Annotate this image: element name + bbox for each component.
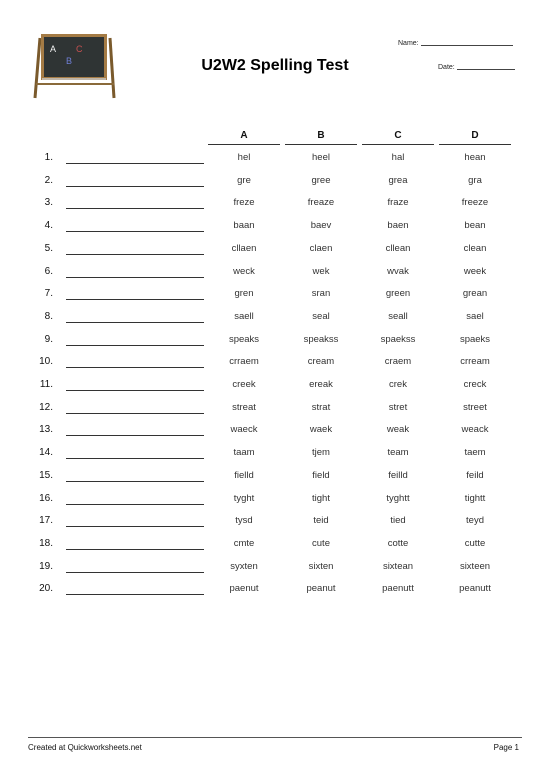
choice-d[interactable]: gra	[468, 174, 482, 186]
page-number: Page 1	[493, 743, 519, 752]
choice-d[interactable]: bean	[464, 220, 486, 232]
choice-d[interactable]: grean	[462, 288, 488, 300]
choice-d[interactable]: cutte	[464, 537, 486, 549]
choice-b[interactable]: strat	[311, 401, 331, 413]
answer-line[interactable]	[66, 549, 204, 550]
choice-c[interactable]: spaekss	[380, 333, 416, 345]
answer-line[interactable]	[66, 504, 204, 505]
choice-a[interactable]: hel	[237, 152, 251, 163]
choice-b[interactable]: tjem	[312, 447, 330, 459]
choice-b[interactable]: wek	[312, 265, 330, 277]
question-number: 8.	[44, 310, 53, 322]
question-number: 17.	[39, 515, 53, 527]
question-number: 19.	[39, 560, 53, 572]
choice-b[interactable]: waek	[309, 424, 333, 436]
choice-b[interactable]: heel	[312, 152, 330, 163]
choice-a[interactable]: taam	[233, 447, 255, 459]
answer-line[interactable]	[66, 390, 204, 391]
choice-c[interactable]: baen	[387, 220, 409, 232]
choice-b[interactable]: cream	[307, 356, 335, 368]
question-row	[0, 379, 548, 401]
choice-a[interactable]: streat	[232, 401, 256, 413]
question-number: 7.	[44, 288, 53, 300]
question-number: 9.	[44, 333, 53, 345]
choice-b[interactable]: gree	[311, 174, 331, 186]
board-letter-a: A	[50, 44, 57, 54]
answer-line[interactable]	[66, 186, 204, 187]
choice-b[interactable]: freaze	[307, 197, 335, 209]
answer-line[interactable]	[66, 231, 204, 232]
choice-a[interactable]: cmte	[233, 537, 255, 549]
answer-line[interactable]	[66, 367, 204, 368]
choice-b[interactable]: ereak	[309, 379, 333, 390]
choice-b[interactable]: cute	[312, 537, 330, 549]
question-number: 14.	[39, 447, 53, 459]
choice-d[interactable]: tightt	[464, 492, 486, 504]
name-line[interactable]	[421, 39, 513, 46]
choice-b[interactable]: speakss	[303, 333, 339, 345]
question-number: 13.	[39, 424, 53, 436]
choice-a[interactable]: syxten	[230, 560, 258, 572]
choice-c[interactable]: fraze	[387, 197, 409, 209]
choice-a[interactable]: freze	[233, 197, 255, 209]
answer-line[interactable]	[66, 413, 204, 414]
choice-a[interactable]: waeck	[230, 424, 258, 436]
question-row	[0, 583, 548, 605]
answer-line[interactable]	[66, 345, 204, 346]
question-row	[0, 311, 548, 333]
choice-b[interactable]: peanut	[306, 583, 336, 595]
question-row	[0, 220, 548, 242]
choice-b[interactable]: claen	[309, 242, 333, 254]
choice-d[interactable]: hean	[464, 152, 486, 163]
choice-d[interactable]: spaeks	[459, 333, 491, 345]
question-number: 4.	[44, 220, 53, 232]
choice-a[interactable]: speaks	[228, 333, 260, 345]
question-number: 11.	[39, 379, 53, 390]
choice-c[interactable]: sixtean	[382, 560, 414, 572]
board-letter-c: C	[76, 44, 83, 54]
question-number: 6.	[44, 265, 53, 277]
choice-a[interactable]: tysd	[235, 515, 253, 527]
answer-line[interactable]	[66, 435, 204, 436]
choice-d[interactable]: freeze	[461, 197, 489, 209]
choice-d[interactable]: weack	[461, 424, 489, 436]
answer-line[interactable]	[66, 481, 204, 482]
answer-line[interactable]	[66, 458, 204, 459]
question-row	[0, 356, 548, 378]
question-number: 5.	[44, 242, 53, 254]
choice-d[interactable]: crream	[460, 356, 490, 368]
choice-a[interactable]: creek	[232, 379, 256, 390]
choice-a[interactable]: cllaen	[231, 242, 257, 254]
choice-c[interactable]: cotte	[387, 537, 409, 549]
choice-a[interactable]: gre	[237, 174, 251, 186]
choice-c[interactable]: green	[385, 288, 411, 300]
question-row	[0, 561, 548, 583]
question-number: 15.	[39, 469, 53, 481]
answer-line[interactable]	[66, 322, 204, 323]
choice-c[interactable]: crek	[389, 379, 407, 390]
question-number: 3.	[44, 197, 53, 209]
question-number: 2.	[44, 174, 53, 186]
choice-c[interactable]: tyghtt	[386, 492, 410, 504]
choice-a[interactable]: gren	[234, 288, 254, 300]
question-row	[0, 538, 548, 560]
column-header-c: C	[362, 130, 434, 145]
question-row	[0, 266, 548, 288]
answer-line[interactable]	[66, 208, 204, 209]
answer-line[interactable]	[66, 163, 204, 164]
choice-c[interactable]: cllean	[385, 242, 411, 254]
column-header-b: B	[285, 130, 357, 145]
question-row	[0, 470, 548, 492]
date-line[interactable]	[457, 63, 515, 70]
name-field[interactable]	[398, 39, 513, 47]
choice-c[interactable]: craem	[384, 356, 412, 368]
choice-a[interactable]: paenut	[229, 583, 259, 595]
answer-line[interactable]	[66, 277, 204, 278]
answer-line[interactable]	[66, 299, 204, 300]
choice-b[interactable]: sixten	[308, 560, 334, 572]
question-row	[0, 447, 548, 469]
question-number: 10.	[39, 356, 53, 368]
choice-a[interactable]: crraem	[229, 356, 259, 368]
choice-c[interactable]: tied	[390, 515, 406, 527]
choice-b[interactable]: sran	[311, 288, 331, 300]
question-number: 1.	[44, 152, 53, 163]
question-number: 16.	[39, 492, 53, 504]
choice-d[interactable]: street	[463, 401, 487, 413]
choice-a[interactable]: baan	[233, 220, 255, 232]
question-number: 20.	[39, 583, 53, 595]
choice-d[interactable]: clean	[463, 242, 487, 254]
chalkboard-illustration	[32, 30, 116, 100]
answer-line[interactable]	[66, 594, 204, 595]
choice-d[interactable]: teyd	[466, 515, 484, 527]
choice-b[interactable]: tight	[312, 492, 330, 504]
date-label: Date:	[438, 64, 455, 71]
choice-c[interactable]: paenutt	[382, 583, 414, 595]
choice-a[interactable]: saell	[234, 310, 254, 322]
question-row	[0, 152, 548, 174]
question-row	[0, 493, 548, 515]
question-row	[0, 197, 548, 219]
choice-d[interactable]: feild	[466, 469, 484, 481]
answer-line[interactable]	[66, 526, 204, 527]
question-row	[0, 175, 548, 197]
column-header-d: D	[439, 130, 511, 145]
choice-a[interactable]: weck	[233, 265, 255, 277]
choice-b[interactable]: seal	[312, 310, 330, 322]
choice-a[interactable]: tyght	[233, 492, 255, 504]
choice-d[interactable]: taem	[464, 447, 486, 459]
column-header-a: A	[208, 130, 280, 145]
footer-credit: Created at Quickworksheets.net	[28, 743, 142, 752]
question-number: 12.	[39, 401, 53, 413]
answer-line[interactable]	[66, 254, 204, 255]
choice-c[interactable]: grea	[388, 174, 408, 186]
question-row	[0, 402, 548, 424]
choice-d[interactable]: sael	[466, 310, 484, 322]
question-row	[0, 243, 548, 265]
choice-d[interactable]: sixteen	[459, 560, 491, 572]
choice-c[interactable]: weak	[386, 424, 410, 436]
question-row	[0, 515, 548, 537]
question-row	[0, 334, 548, 356]
page-title: U2W2 Spelling Test	[201, 57, 349, 74]
question-row	[0, 288, 548, 310]
choice-b[interactable]: teid	[313, 515, 329, 527]
choice-d[interactable]: week	[463, 265, 487, 277]
choice-b[interactable]: field	[312, 469, 330, 481]
choice-d[interactable]: peanutt	[459, 583, 491, 595]
answer-line[interactable]	[66, 572, 204, 573]
choice-c[interactable]: wvak	[387, 265, 409, 277]
choice-d[interactable]: creck	[463, 379, 487, 390]
choice-c[interactable]: seall	[388, 310, 408, 322]
choice-c[interactable]: hal	[391, 152, 405, 163]
question-row	[0, 424, 548, 446]
choice-a[interactable]: fielld	[234, 469, 254, 481]
board-letter-b: B	[66, 56, 73, 66]
date-field[interactable]	[438, 63, 515, 71]
question-number: 18.	[39, 537, 53, 549]
choice-b[interactable]: baev	[310, 220, 332, 232]
footer-rule	[28, 737, 522, 738]
name-label: Name:	[398, 40, 419, 47]
choice-c[interactable]: feilld	[388, 469, 408, 481]
choice-c[interactable]: team	[387, 447, 409, 459]
choice-c[interactable]: stret	[388, 401, 408, 413]
